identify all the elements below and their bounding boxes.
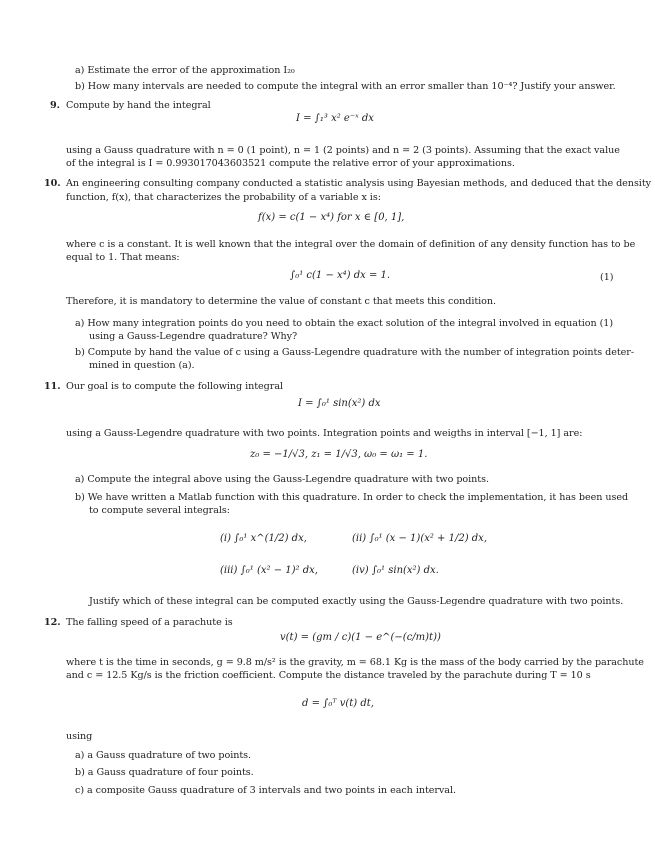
problem-11-justify: Justify which of these integral can be computed exactly using the Gauss-Legendre quadrature with two points. xyxy=(89,596,624,607)
problem-10-line-5: Therefore, it is mandatory to determine the value of constant c that meets this condition. xyxy=(66,296,497,307)
integral-iii: (iii) ∫₀¹ (x² − 1)² dx, xyxy=(220,565,318,576)
problem-10-item-b-line-1: b) Compute by hand the value of c using a Gauss-Legendre quadrature with the number of integration points deter- xyxy=(75,347,635,358)
problem-11-item-a: a) Compute the integral above using the Gauss-Legendre quadrature with two points. xyxy=(75,474,489,485)
problem-9-line-1: using a Gauss quadrature with n = 0 (1 point), n = 1 (2 points) and n = 2 (3 points). Assuming that the exact value xyxy=(66,145,620,156)
integral-iv: (iv) ∫₀¹ sin(x²) dx. xyxy=(352,565,439,576)
problem-9-lead: Compute by hand the integral xyxy=(66,100,211,111)
problem-11-item-b-line-2: to compute several integrals: xyxy=(89,505,230,516)
problem-10-line-3: where c is a constant. It is well known that the integral over the domain of definition of any density function has to be xyxy=(66,239,636,250)
equation-number: (1) xyxy=(600,272,614,283)
problem-12-item-c: c) a composite Gauss quadrature of 3 intervals and two points in each interval. xyxy=(75,785,456,796)
problem-10-equation-1: f(x) = c(1 − x⁴) for x ∈ [0, 1], xyxy=(258,212,405,223)
problem-9-number: 9. xyxy=(50,100,60,111)
problem-10-item-b-line-2: mined in question (a). xyxy=(89,360,195,371)
intro-item-a: a) Estimate the error of the approximation I₂₀ xyxy=(75,65,295,76)
problem-12-line-2: and c = 12.5 Kg/s is the friction coefficient. Compute the distance traveled by the parachute during T = 10 s xyxy=(66,670,591,681)
problem-12-using: using xyxy=(66,731,93,742)
problem-11-lead: Our goal is to compute the following integral xyxy=(66,381,284,392)
problem-9-line-2: of the integral is I = 0.993017043603521 compute the relative error of your approximations. xyxy=(66,158,515,169)
problem-12-number: 12. xyxy=(44,617,61,628)
problem-12-item-b: b) a Gauss quadrature of four points. xyxy=(75,767,254,778)
problem-10-line-4: equal to 1. That means: xyxy=(66,252,180,263)
problem-10-item-a-line-1: a) How many integration points do you need to obtain the exact solution of the integral involved in equation (1) xyxy=(75,318,614,329)
problem-10-number: 10. xyxy=(44,178,61,189)
problem-11-equation-2: z₀ = −1/√3, z₁ = 1/√3, ω₀ = ω₁ = 1. xyxy=(250,449,428,460)
problem-12-line-1: where t is the time in seconds, g = 9.8 m/s² is the gravity, m = 68.1 Kg is the mass of the body carried by the parachute xyxy=(66,657,644,668)
problem-10-line-2: function, f(x), that characterizes the probability of a variable x is: xyxy=(66,192,381,203)
problem-12-equation-1: v(t) = (gm / c)(1 − e^(−(c/m)t)) xyxy=(280,632,441,643)
problem-10-item-a-line-2: using a Gauss-Legendre quadrature? Why? xyxy=(89,331,298,342)
problem-11-equation-1: I = ∫₀¹ sin(x²) dx xyxy=(298,398,381,409)
problem-9-equation: I = ∫₁³ x² e⁻ˣ dx xyxy=(296,113,374,124)
problem-11-item-b-line-1: b) We have written a Matlab function with this quadrature. In order to check the implementation, it has been used xyxy=(75,492,629,503)
problem-12-equation-2: d = ∫₀ᵀ v(t) dt, xyxy=(302,698,374,709)
integral-i: (i) ∫₀¹ x^(1/2) dx, xyxy=(220,533,307,544)
problem-11-number: 11. xyxy=(44,381,61,392)
intro-item-b: b) How many intervals are needed to compute the integral with an error smaller than 10⁻⁴? Justify your answer. xyxy=(75,81,616,92)
problem-10-line-1: An engineering consulting company conducted a statistic analysis using Bayesian methods, and deduced that the density xyxy=(66,178,652,189)
problem-12-item-a: a) a Gauss quadrature of two points. xyxy=(75,750,252,761)
problem-10-equation-2: ∫₀¹ c(1 − x⁴) dx = 1. xyxy=(290,270,391,281)
problem-12-lead: The falling speed of a parachute is xyxy=(66,617,233,628)
integral-ii: (ii) ∫₀¹ (x − 1)(x² + 1/2) dx, xyxy=(352,533,488,544)
problem-11-line-1: using a Gauss-Legendre quadrature with two points. Integration points and weigths in interval [−1, 1] are: xyxy=(66,428,583,439)
